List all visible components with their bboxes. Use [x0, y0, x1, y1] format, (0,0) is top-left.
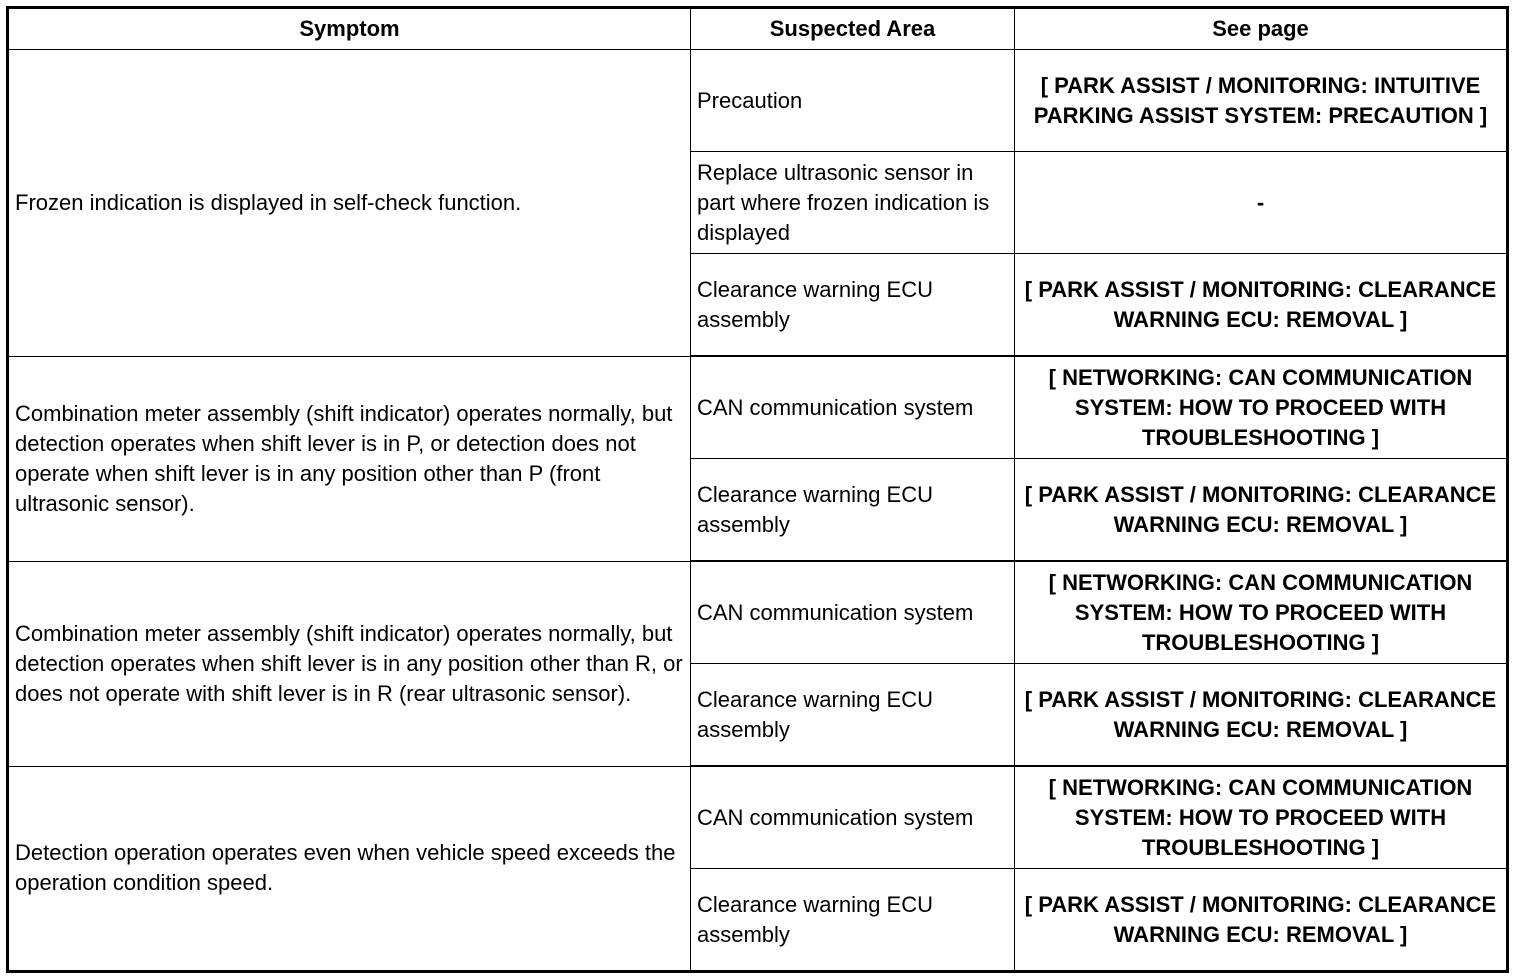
see-page-link[interactable]: [ PARK ASSIST / MONITORING: CLEARANCE WARNING ECU: REMOVAL ]: [1015, 459, 1508, 562]
suspected-area-cell: CAN communication system: [691, 766, 1015, 869]
see-page-link[interactable]: [ NETWORKING: CAN COMMUNICATION SYSTEM: HOW TO PROCEED WITH TROUBLESHOOTING ]: [1015, 561, 1508, 664]
table-row: [8, 50, 1508, 152]
symptom-cell: Combination meter assembly (shift indicator) operates normally, but detection operates when shift lever is in any position other than R, or does not operate with shift lever is in R (rear ultrasonic sensor).: [8, 561, 691, 766]
suspected-area-cell: Clearance warning ECU assembly: [691, 254, 1015, 357]
suspected-area-cell: Replace ultrasonic sensor in part where frozen indication is displayed: [691, 152, 1015, 254]
suspected-area-cell: Clearance warning ECU assembly: [691, 869, 1015, 972]
header-symptom: Symptom: [8, 8, 691, 50]
table-row: [8, 561, 1508, 664]
header-row: [8, 8, 1508, 50]
suspected-area-cell: Clearance warning ECU assembly: [691, 664, 1015, 767]
troubleshooting-table: [6, 6, 1509, 973]
table-row: [8, 766, 1508, 869]
suspected-area-cell: CAN communication system: [691, 561, 1015, 664]
symptom-cell: Detection operation operates even when vehicle speed exceeds the operation condition speed.: [8, 766, 691, 972]
see-page-cell: -: [1015, 152, 1508, 254]
see-page-link[interactable]: [ NETWORKING: CAN COMMUNICATION SYSTEM: HOW TO PROCEED WITH TROUBLESHOOTING ]: [1015, 356, 1508, 459]
table-row: [8, 356, 1508, 459]
see-page-link[interactable]: [ PARK ASSIST / MONITORING: CLEARANCE WARNING ECU: REMOVAL ]: [1015, 254, 1508, 357]
see-page-link[interactable]: [ NETWORKING: CAN COMMUNICATION SYSTEM: HOW TO PROCEED WITH TROUBLESHOOTING ]: [1015, 766, 1508, 869]
suspected-area-cell: Clearance warning ECU assembly: [691, 459, 1015, 562]
suspected-area-cell: CAN communication system: [691, 356, 1015, 459]
see-page-link[interactable]: [ PARK ASSIST / MONITORING: CLEARANCE WARNING ECU: REMOVAL ]: [1015, 869, 1508, 972]
symptom-cell: Frozen indication is displayed in self-check function.: [8, 50, 691, 357]
header-see-page: See page: [1015, 8, 1508, 50]
symptom-cell: Combination meter assembly (shift indicator) operates normally, but detection operates when shift lever is in P, or detection does not operate when shift lever is in any position other than P (front ultrasonic sensor).: [8, 356, 691, 561]
suspected-area-cell: Precaution: [691, 50, 1015, 152]
see-page-link[interactable]: [ PARK ASSIST / MONITORING: CLEARANCE WARNING ECU: REMOVAL ]: [1015, 664, 1508, 767]
see-page-link[interactable]: [ PARK ASSIST / MONITORING: INTUITIVE PARKING ASSIST SYSTEM: PRECAUTION ]: [1015, 50, 1508, 152]
header-suspected-area: Suspected Area: [691, 8, 1015, 50]
